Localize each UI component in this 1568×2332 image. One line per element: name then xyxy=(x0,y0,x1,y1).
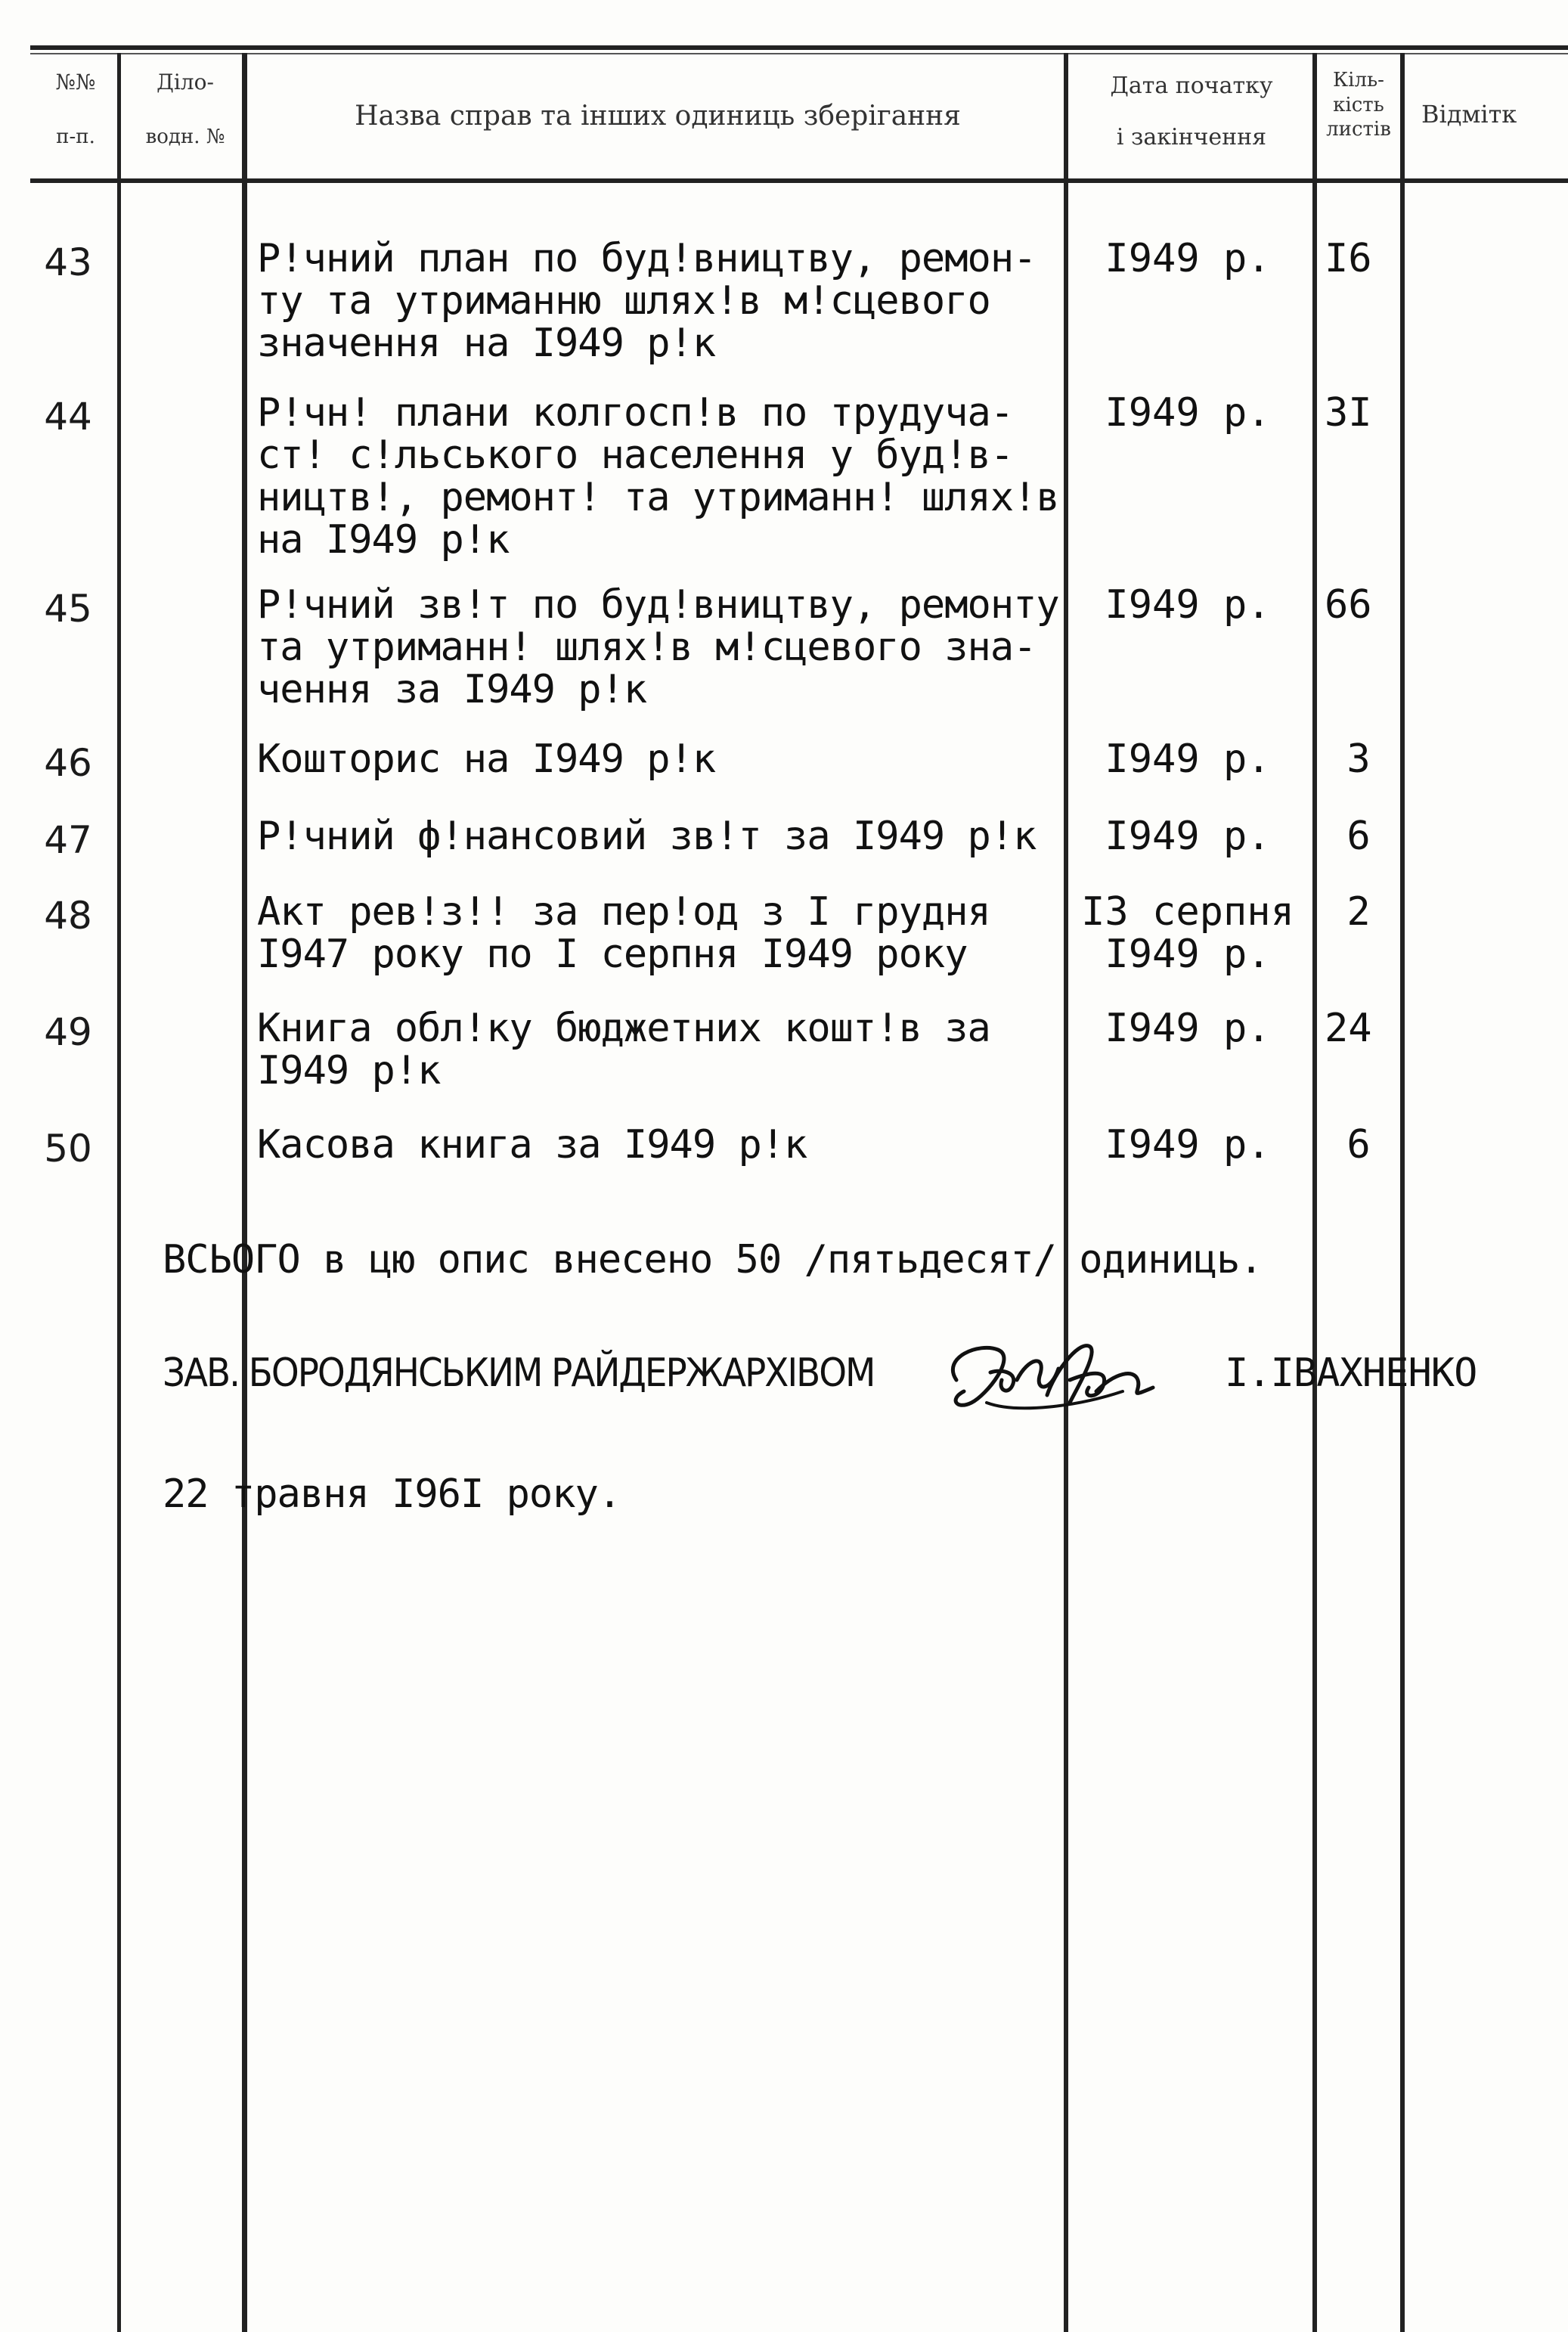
header-count-line2: кість xyxy=(1333,93,1384,116)
header-count-line3: листів xyxy=(1326,118,1391,141)
header-notes: Відмітк xyxy=(1421,100,1517,129)
row-count: 3І xyxy=(1325,390,1372,436)
row-count: 66 xyxy=(1325,582,1372,628)
row-title: Акт рев!з!! за пер!од з І грудня І947 року по І серпня І949 року xyxy=(257,889,990,977)
header-count-line1: Кіль- xyxy=(1333,69,1384,91)
signatory-name: І.ІВАХНЕНКО xyxy=(1225,1351,1477,1396)
header-dates xyxy=(1072,73,1311,151)
row-date: І949 р. xyxy=(1105,236,1271,281)
row-date: І949 р. xyxy=(1105,390,1271,436)
header-sheet-count xyxy=(1317,68,1400,142)
row-date: І949 р. xyxy=(1105,1006,1271,1051)
table-top-border-thin xyxy=(30,53,1568,54)
row-number: 48 xyxy=(44,894,92,938)
row-count: 3 xyxy=(1346,737,1371,782)
column-divider-dilo xyxy=(242,53,247,2332)
handwritten-signature xyxy=(926,1327,1183,1425)
header-office-number xyxy=(129,70,242,149)
header-number-line1: №№ xyxy=(55,70,96,95)
header-bottom-border xyxy=(30,178,1568,183)
row-title: Р!чний зв!т по буд!вництву, ремонту та утриманн! шлях!в м!сцевого зна- чення за І949 р!к xyxy=(257,582,1059,712)
row-count: 6 xyxy=(1346,1122,1371,1168)
signature-date: 22 травня І96І року. xyxy=(163,1471,621,1517)
row-title: Кошторис на І949 р!к xyxy=(257,737,716,782)
column-divider-num xyxy=(117,53,121,2332)
total-statement: ВСЬОГО в цю опис внесено 50 /пятьдесят/ одиниць. xyxy=(163,1237,1263,1282)
row-number: 43 xyxy=(44,240,92,284)
row-count: 2 xyxy=(1346,889,1371,935)
header-title: Назва справ та інших одиниць зберігання xyxy=(355,101,961,132)
header-office-line1: Діло- xyxy=(156,70,214,95)
header-dates-line2: і закінчення xyxy=(1116,124,1267,150)
header-office-line2: водн. № xyxy=(145,125,225,148)
header-number xyxy=(38,70,113,149)
row-count: 24 xyxy=(1325,1006,1372,1051)
table-top-border xyxy=(30,45,1568,50)
row-number: 44 xyxy=(44,395,92,439)
row-title: Касова книга за І949 р!к xyxy=(257,1122,807,1168)
row-title: Р!чний ф!нансовий зв!т за І949 р!к xyxy=(257,814,1037,859)
row-number: 45 xyxy=(44,587,92,631)
row-count: 6 xyxy=(1346,814,1371,859)
row-number: 46 xyxy=(44,741,92,785)
row-date: І949 р. xyxy=(1105,737,1271,782)
row-date: І949 р. xyxy=(1105,1122,1271,1168)
row-date: І949 р. xyxy=(1105,582,1271,628)
row-date: ІЗ серпня І949 р. xyxy=(1081,889,1294,977)
header-dates-line1: Дата початку xyxy=(1110,73,1273,99)
header-number-line2: п-п. xyxy=(56,125,95,148)
row-title: Р!чн! плани колгосп!в по трудуча- ст! с!льського населення у буд!в- ництв!, ремонт! та утриманн! шлях!в на І949 р!к xyxy=(257,390,1059,563)
row-number: 49 xyxy=(44,1010,92,1054)
row-number: 50 xyxy=(44,1127,92,1171)
archive-head-title: ЗАВ. БОРОДЯНСЬКИМ РАЙДЕРЖАРХІВОМ xyxy=(163,1351,875,1396)
row-number: 47 xyxy=(44,818,92,862)
column-divider-count xyxy=(1400,53,1405,2332)
row-title: Р!чний план по буд!вництву, ремон- ту та утриманню шлях!в м!сцевого значення на І949 р!к xyxy=(257,236,1037,366)
row-count: І6 xyxy=(1325,236,1372,281)
row-date: І949 р. xyxy=(1105,814,1271,859)
row-title: Книга обл!ку бюджетних кошт!в за І949 р!к xyxy=(257,1006,990,1093)
